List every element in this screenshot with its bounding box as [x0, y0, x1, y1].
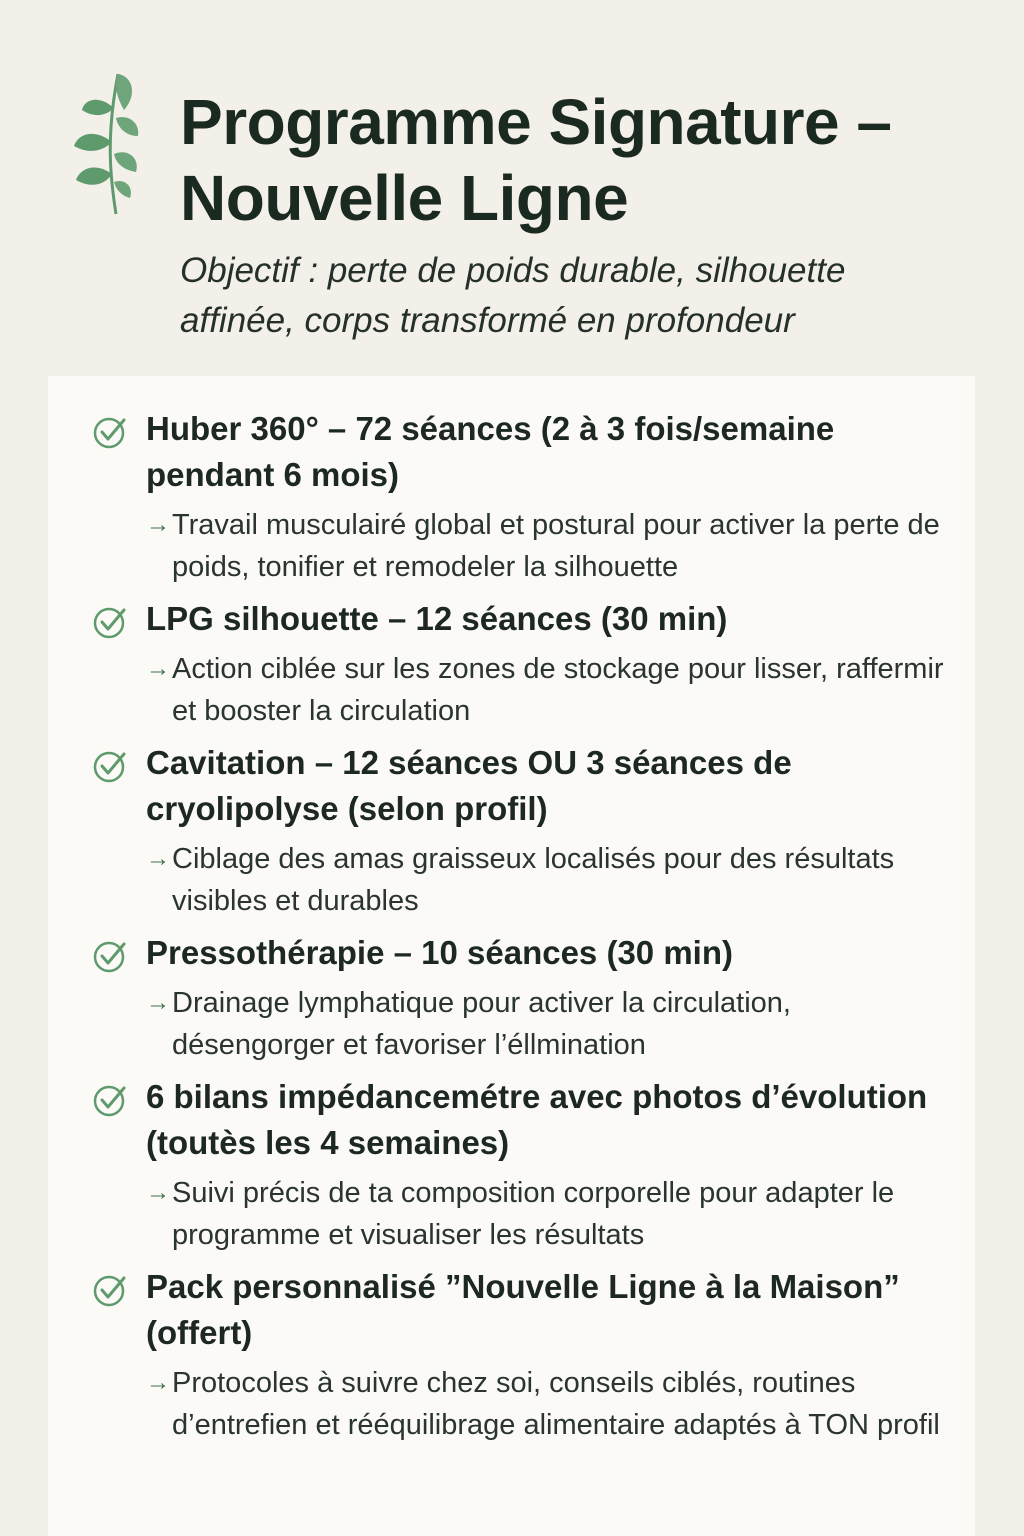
item-title: Pressothérapie – 10 séances (30 min): [146, 934, 733, 971]
program-items-list: [48, 406, 975, 1454]
item-description-text: Action ciblée sur les zones de stockage pour lisser, raffermir et booster la circulation: [172, 653, 944, 727]
item-title: Cavitation – 12 séances OU 3 séances de cryolipolyse (selon profil): [146, 744, 792, 827]
item-description: [146, 1362, 955, 1446]
item-description: [146, 1172, 955, 1256]
check-circle-icon: [92, 748, 128, 784]
item-description-text: Travail musculairé global et postural pour activer la perte de poids, tonifier et remodeler la silhouette: [172, 509, 940, 583]
check-circle-icon: [92, 604, 128, 640]
item-description-text: Ciblage des amas graisseux localisés pour des résultats visibles et durables: [172, 843, 895, 917]
item-title: LPG silhouette – 12 séances (30 min): [146, 600, 728, 637]
page-title: Programme Signature – Nouvelle Ligne: [180, 86, 892, 234]
list-item: [48, 596, 975, 732]
arrow-right-icon: →: [146, 989, 170, 1016]
item-title: Huber 360° – 72 séances (2 à 3 fois/semaine pendant 6 mois): [146, 410, 835, 493]
item-description-text: Drainage lymphatique pour activer la circulation, désengorger et favoriser l’éllmination: [172, 987, 791, 1061]
list-item: [48, 930, 975, 1066]
item-description: [146, 648, 955, 732]
list-item: [48, 1264, 975, 1446]
check-circle-icon: [92, 1272, 128, 1308]
arrow-right-icon: →: [146, 1369, 170, 1396]
check-circle-icon: [92, 938, 128, 974]
item-description: [146, 504, 955, 588]
item-title: Pack personnalisé ”Nouvelle Ligne à la Maison” (offert): [146, 1268, 900, 1351]
item-description-text: Suivi précis de ta composition corporelle pour adapter le programme et visualiser les résultats: [172, 1177, 895, 1251]
arrow-right-icon: →: [146, 845, 170, 872]
item-description-text: Protocoles à suivre chez soi, conseils ciblés, routines d’entrefien et rééquilibrage alimentaire adaptés à TON profil: [172, 1367, 940, 1441]
list-item: [48, 740, 975, 922]
page-subtitle: Objectif : perte de poids durable, silhouette affinée, corps transformé en profondeur: [180, 251, 846, 340]
header: [0, 0, 1024, 375]
item-title: 6 bilans impédancemétre avec photos d’évolution (toutès les 4 semaines): [146, 1078, 928, 1161]
program-card: [48, 376, 975, 1536]
check-circle-icon: [92, 414, 128, 450]
check-circle-icon: [92, 1082, 128, 1118]
arrow-right-icon: →: [146, 655, 170, 682]
item-description: [146, 838, 955, 922]
list-item: [48, 1074, 975, 1256]
item-description: [146, 982, 955, 1066]
list-item: [48, 406, 975, 588]
arrow-right-icon: →: [146, 511, 170, 538]
leaf-branch-icon: [58, 66, 144, 218]
arrow-right-icon: →: [146, 1179, 170, 1206]
